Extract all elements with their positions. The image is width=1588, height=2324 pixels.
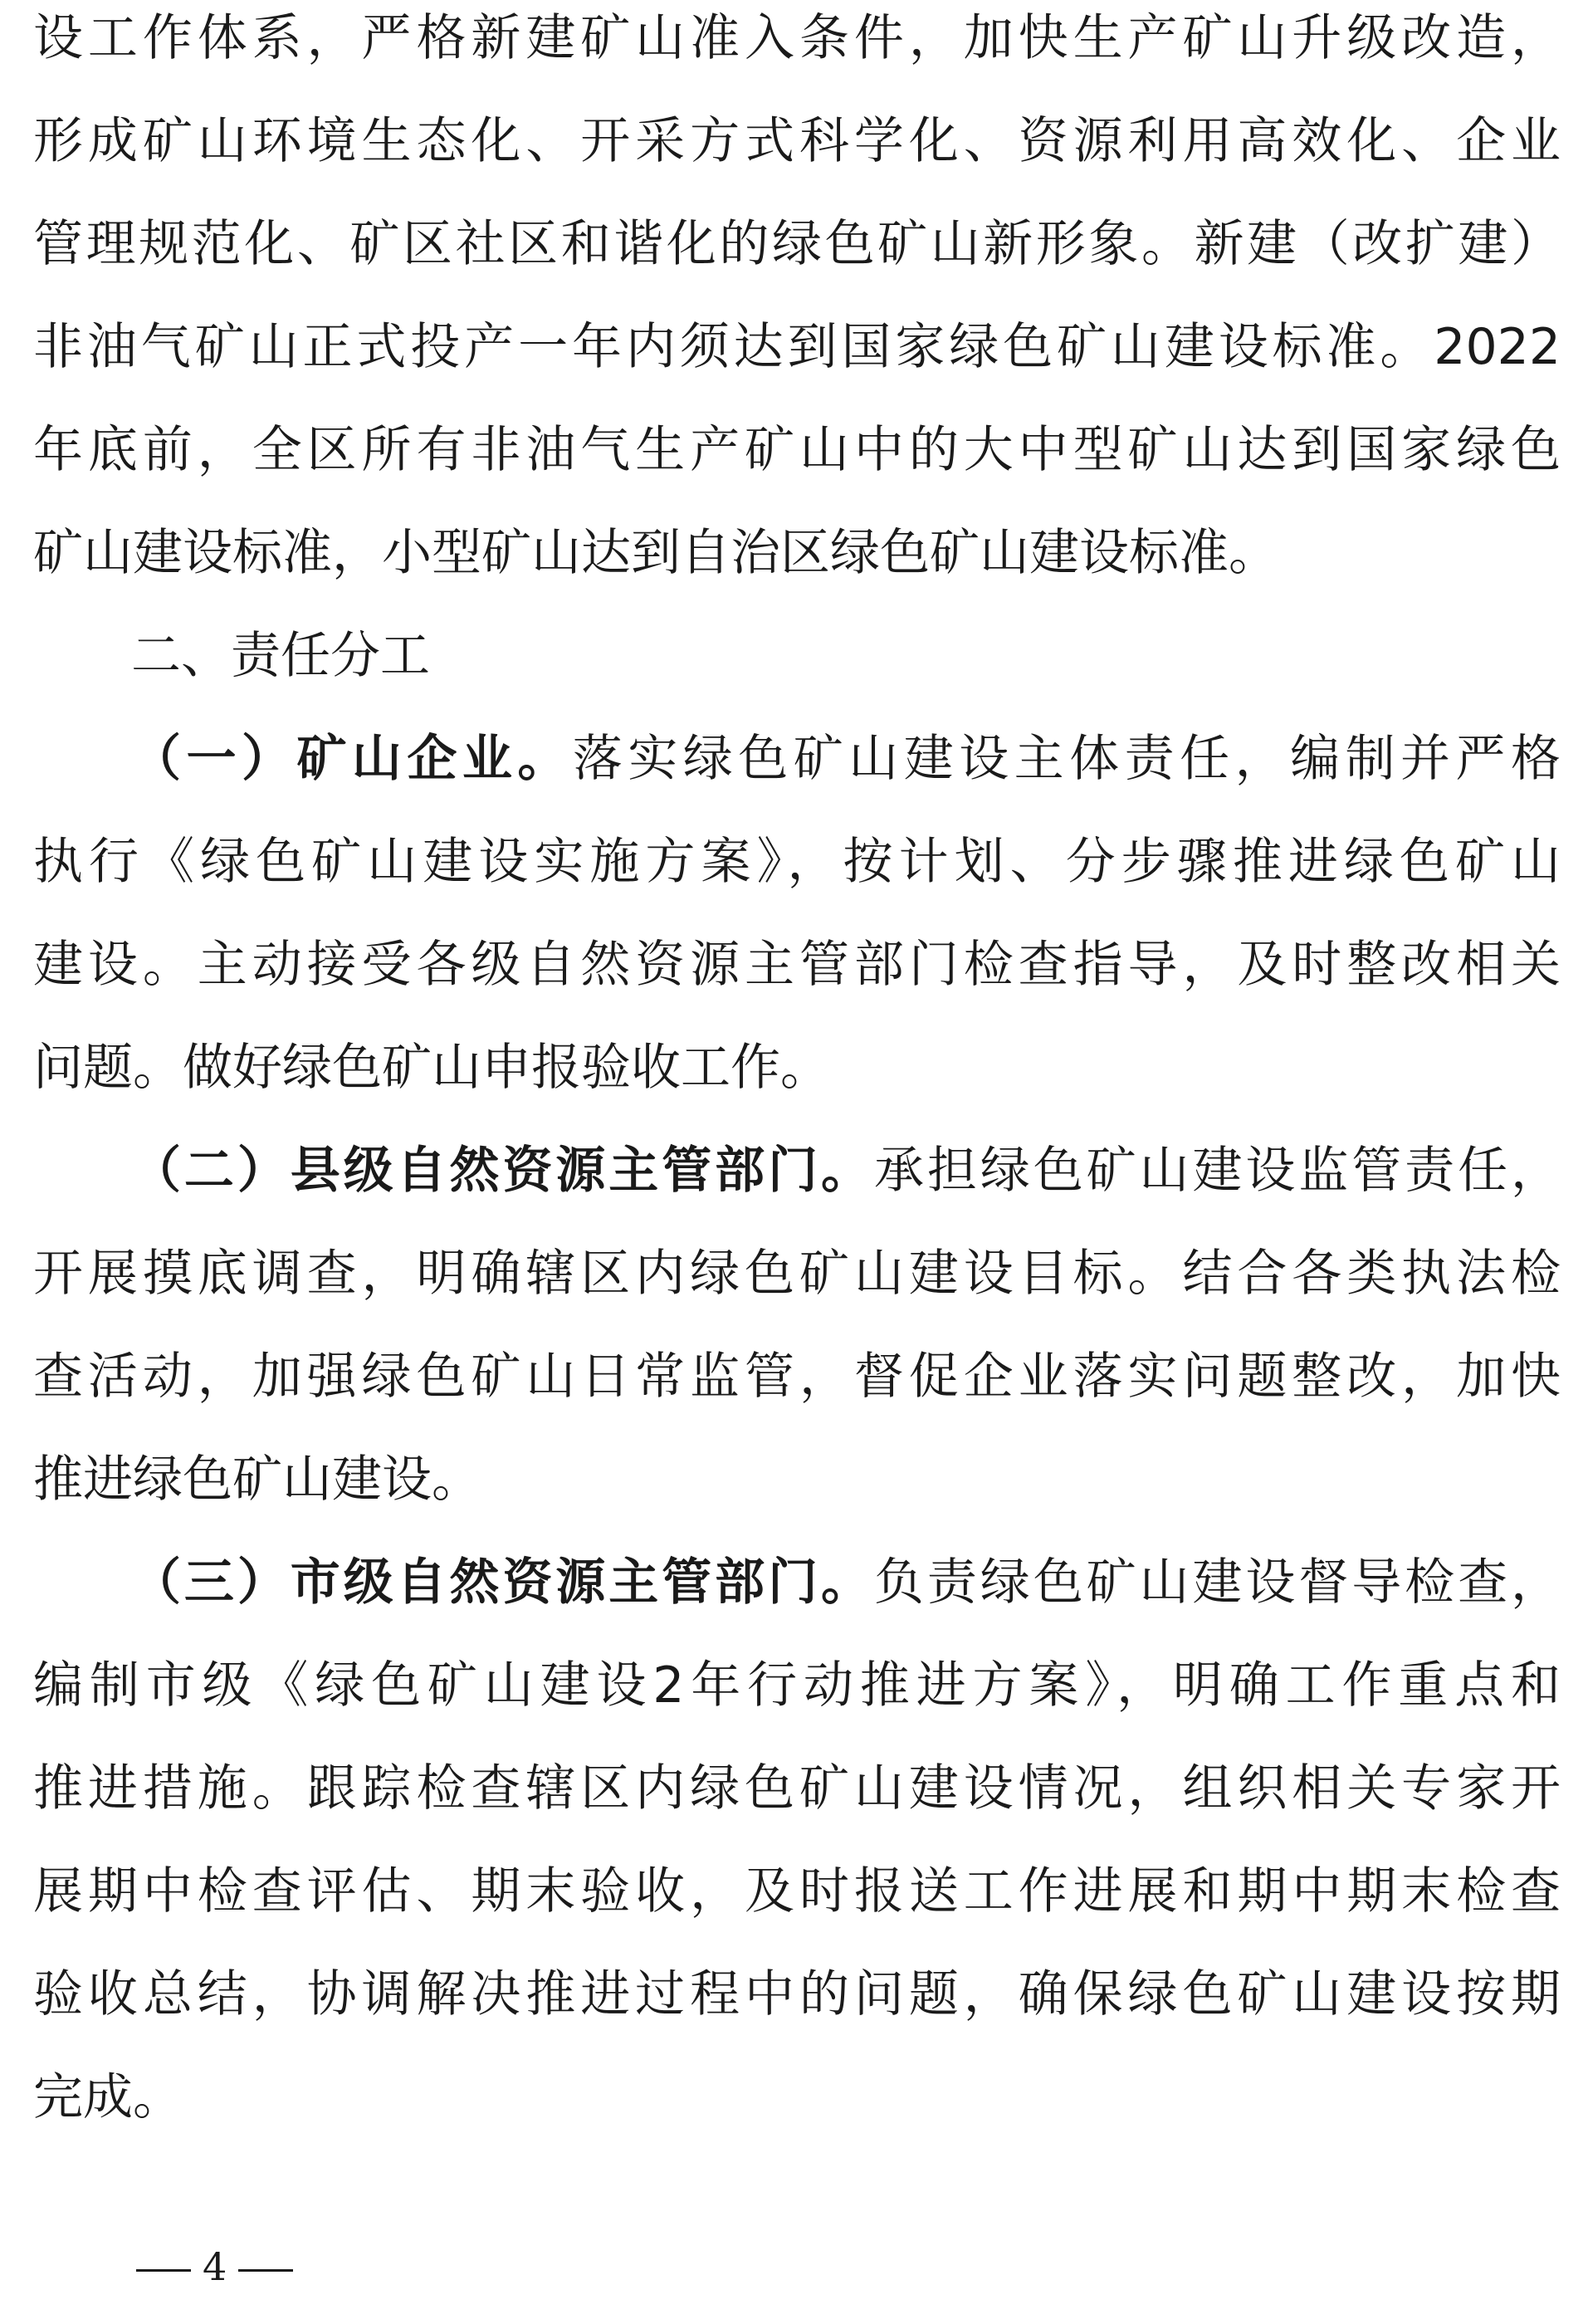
paragraph-line: 矿山建设标准，小型矿山达到自治区绿色矿山建设标准。 xyxy=(33,524,1278,582)
paragraph-line: 编制市级《绿色矿山建设2年行动推进方案》，明确工作重点和 xyxy=(33,1656,1561,1715)
paragraph-line: 完成。 xyxy=(33,2068,183,2126)
paragraph-line: 展期中检查评估、期末验收，及时报送工作进展和期中期末检查 xyxy=(33,1862,1561,1920)
paragraph-line: 问题。做好绿色矿山申报验收工作。 xyxy=(33,1039,830,1097)
page-number: 4 xyxy=(203,2244,227,2289)
paragraph-line: 建设。主动接受各级自然资源主管部门检查指导，及时整改相关 xyxy=(33,936,1561,994)
item-3-first-line xyxy=(33,1544,1561,1647)
section-heading: 二、责任分工 xyxy=(131,627,430,685)
document-body xyxy=(33,0,1561,2162)
paragraph-line: 查活动，加强绿色矿山日常监管，督促企业落实问题整改，加快 xyxy=(33,1348,1561,1406)
page-number-footer xyxy=(125,2242,305,2292)
item-1-first-line xyxy=(33,721,1561,824)
paragraph-line: 管理规范化、矿区社区和谐化的绿色矿山新形象。新建（改扩建） xyxy=(33,215,1561,273)
paragraph-line: 形成矿山环境生态化、开采方式科学化、资源利用高效化、企业 xyxy=(33,112,1561,170)
footer-dash-left xyxy=(136,2269,191,2272)
item-2-text: 承担绿色矿山建设监管责任， xyxy=(873,1142,1561,1200)
item-1-title: （一）矿山企业。 xyxy=(131,730,573,788)
paragraph-line: 设工作体系，严格新建矿山准入条件，加快生产矿山升级改造， xyxy=(33,9,1561,67)
item-1-text: 落实绿色矿山建设主体责任，编制并严格 xyxy=(572,730,1561,788)
item-3-title: （三）市级自然资源主管部门。 xyxy=(131,1553,874,1612)
item-2-title: （二）县级自然资源主管部门。 xyxy=(131,1142,874,1200)
paragraph-line: 开展摸底调查，明确辖区内绿色矿山建设目标。结合各类执法检 xyxy=(33,1245,1561,1303)
paragraph-line: 执行《绿色矿山建设实施方案》，按计划、分步骤推进绿色矿山 xyxy=(33,833,1561,891)
paragraph-line: 推进绿色矿山建设。 xyxy=(33,1451,481,1509)
footer-dash-right xyxy=(238,2269,293,2272)
item-2-first-line xyxy=(33,1133,1561,1235)
paragraph-line: 非油气矿山正式投产一年内须达到国家绿色矿山建设标准。2022 xyxy=(33,318,1561,376)
paragraph-line: 推进措施。跟踪检查辖区内绿色矿山建设情况，组织相关专家开 xyxy=(33,1759,1561,1818)
item-3-text: 负责绿色矿山建设督导检查， xyxy=(873,1553,1561,1612)
paragraph-line: 年底前，全区所有非油气生产矿山中的大中型矿山达到国家绿色 xyxy=(33,421,1561,479)
paragraph-line: 验收总结，协调解决推进过程中的问题，确保绿色矿山建设按期 xyxy=(33,1965,1561,2023)
